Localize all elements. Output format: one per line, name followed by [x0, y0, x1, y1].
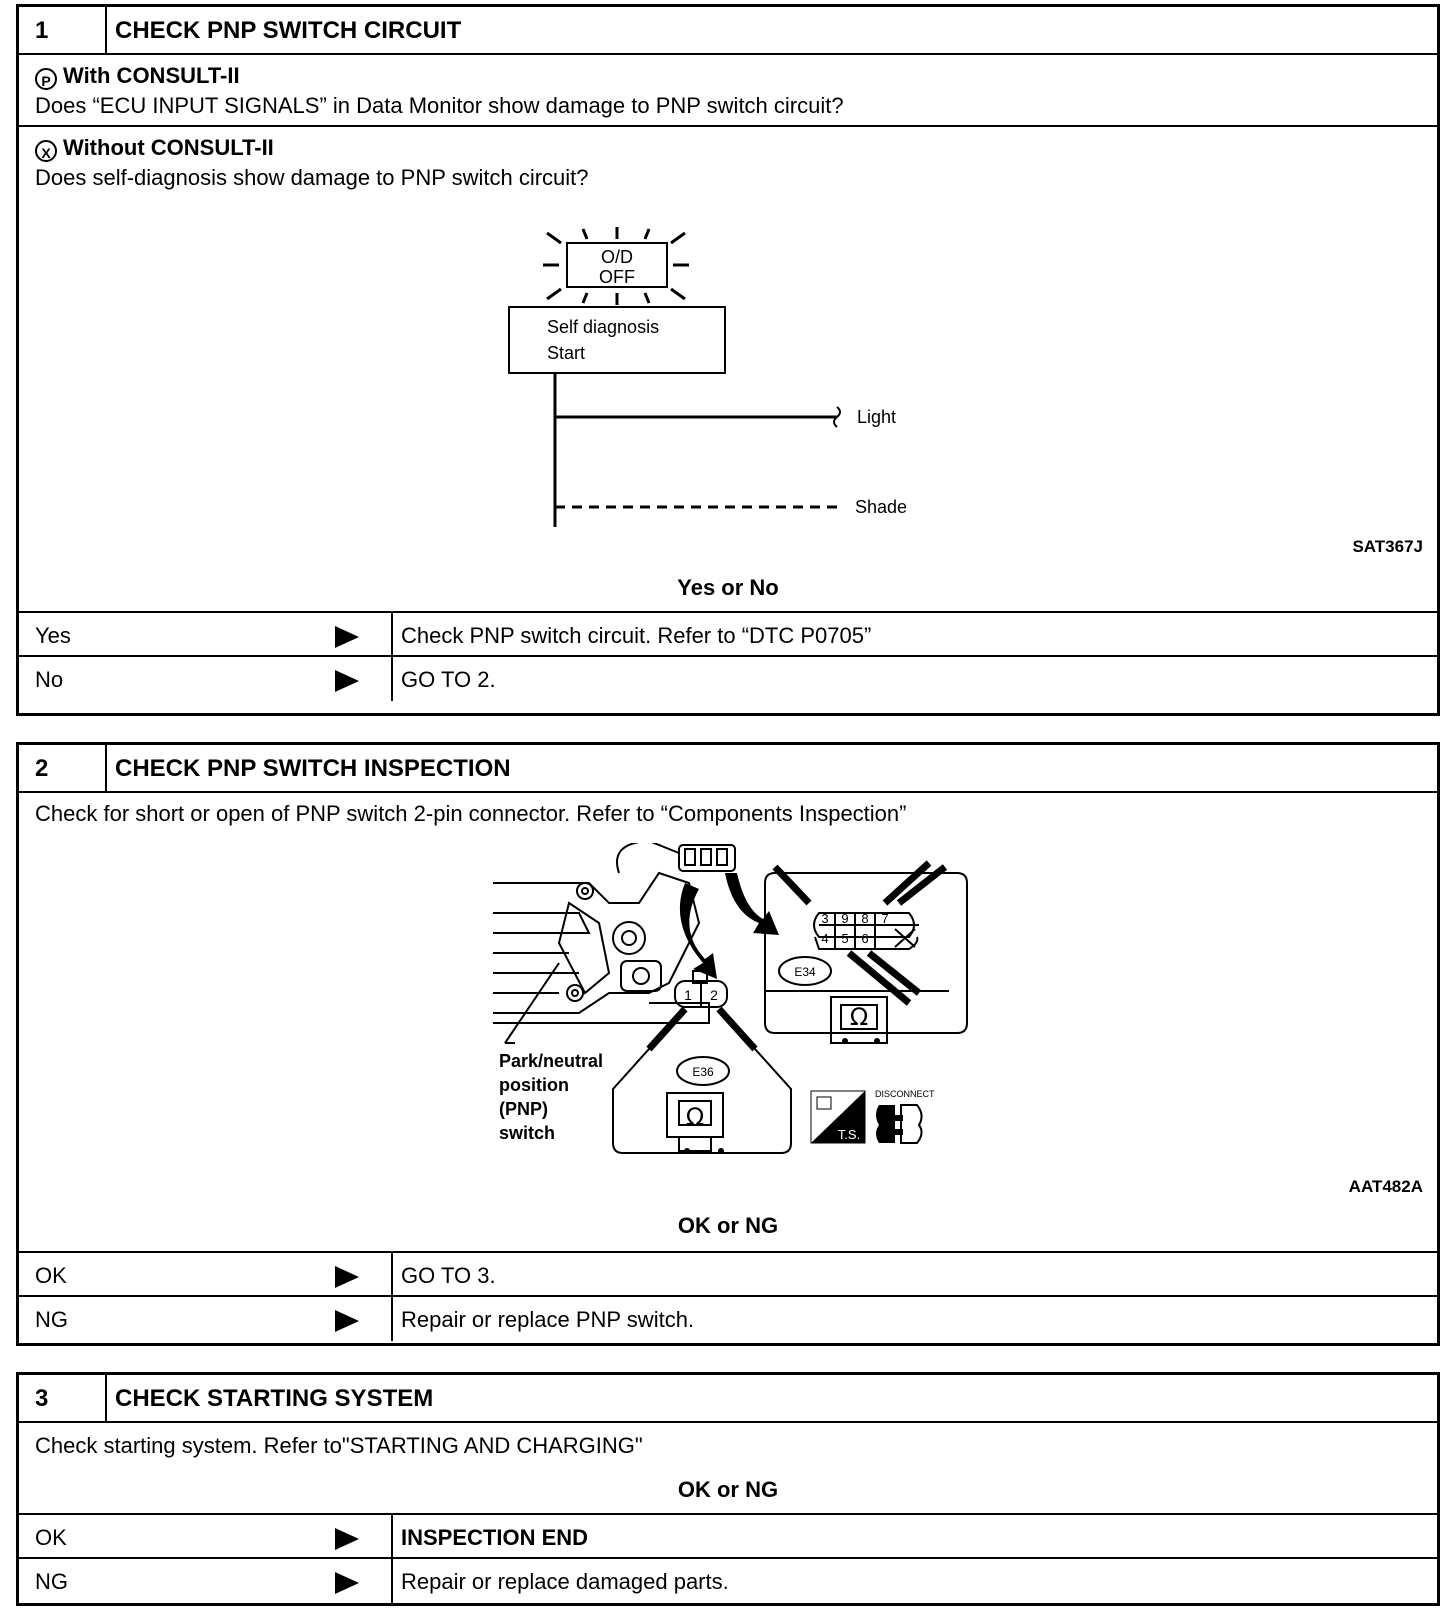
disconnect-label: DISCONNECT: [875, 1089, 935, 1099]
step-3-header: [19, 1375, 1437, 1423]
pin-label: 3: [821, 911, 829, 926]
result-row-ok: [19, 1515, 1437, 1559]
result-action: Repair or replace damaged parts.: [401, 1569, 729, 1594]
result-label: NG: [35, 1569, 68, 1594]
step-1-table: [16, 4, 1440, 716]
no-consult-icon: X: [35, 140, 57, 162]
step-number: 3: [19, 1375, 107, 1421]
arrow-right-icon: [335, 1310, 359, 1332]
callout-line: switch: [499, 1123, 556, 1143]
arrow-right-icon: [335, 626, 359, 648]
step-2-text: Check for short or open of PNP switch 2-pin connector. Refer to “Components Inspection”: [35, 801, 907, 826]
question-label: OK or NG: [677, 1477, 779, 1502]
result-label: NG: [35, 1307, 68, 1332]
arrow-right-icon: [335, 670, 359, 692]
callout-line: Park/neutral: [499, 1051, 604, 1071]
without-consult-text: Does self-diagnosis show damage to PNP switch circuit?: [35, 165, 589, 190]
pin-label: 5: [841, 931, 849, 946]
result-row-yes: [19, 613, 1437, 657]
pin-label: 8: [861, 911, 869, 926]
step-number: 2: [19, 745, 107, 791]
step-3-body: [19, 1423, 1437, 1515]
shade-label: Shade: [855, 497, 908, 517]
without-consult-heading: Without CONSULT-II: [63, 135, 274, 160]
result-row-ng: [19, 1297, 1437, 1341]
step-number: 1: [19, 7, 107, 53]
consult-icon: P: [35, 68, 57, 90]
figure-code: SAT367J: [1352, 537, 1423, 556]
result-row-ok: [19, 1253, 1437, 1297]
result-label: No: [35, 667, 64, 692]
ohm-icon: Ω: [685, 1103, 705, 1131]
step-1-header: [19, 7, 1437, 55]
ts-icon: [811, 1091, 865, 1143]
result-label: OK: [35, 1525, 67, 1550]
disconnect-connector-icon: [876, 1105, 922, 1143]
figure-code: AAT482A: [1348, 1177, 1423, 1196]
question-label: OK or NG: [677, 1213, 779, 1238]
pin-label: 9: [841, 911, 849, 926]
connector-e36-label: E36: [692, 1065, 714, 1079]
self-diagnosis-diagram: [499, 227, 959, 547]
result-action: Check PNP switch circuit. Refer to “DTC P0705”: [401, 623, 872, 648]
lamp-label-off: OFF: [599, 267, 635, 287]
curved-arrow-icon: [680, 883, 717, 979]
result-row-no: [19, 657, 1437, 701]
curved-arrow-icon: [725, 873, 779, 935]
callout-line: position: [499, 1075, 569, 1095]
step-2-table: [16, 742, 1440, 1346]
result-label: OK: [35, 1263, 67, 1288]
without-consult-section: [19, 127, 1437, 613]
arrow-right-icon: [335, 1266, 359, 1288]
pin-label: 1: [684, 987, 692, 1003]
step-title: CHECK STARTING SYSTEM: [115, 1385, 434, 1412]
with-consult-text: Does “ECU INPUT SIGNALS” in Data Monitor show damage to PNP switch circuit?: [35, 93, 844, 118]
box-label-self-diagnosis: Self diagnosis: [547, 317, 660, 337]
light-label: Light: [857, 407, 897, 427]
arrow-right-icon: [335, 1528, 359, 1550]
result-action: GO TO 2.: [401, 667, 496, 692]
pnp-switch-callout: [499, 1049, 603, 1145]
with-consult-section: [19, 55, 1437, 127]
callout-line: (PNP): [499, 1099, 548, 1119]
pin-label: 7: [881, 911, 889, 926]
result-action: GO TO 3.: [401, 1263, 496, 1288]
step-2-body: [19, 793, 1437, 1253]
arrow-right-icon: [335, 1572, 359, 1594]
step-title: CHECK PNP SWITCH CIRCUIT: [115, 17, 462, 44]
connector-e34-label: E34: [794, 965, 816, 979]
step-3-table: [16, 1372, 1440, 1606]
pin-label: 6: [861, 931, 869, 946]
step-3-text: Check starting system. Refer to"STARTING AND CHARGING": [35, 1433, 643, 1458]
pin-label: 2: [710, 987, 718, 1003]
with-consult-heading: With CONSULT-II: [63, 63, 240, 88]
result-action: Repair or replace PNP switch.: [401, 1307, 695, 1332]
result-label: Yes: [35, 623, 71, 648]
question-label: Yes or No: [677, 575, 779, 600]
step-title: CHECK PNP SWITCH INSPECTION: [115, 755, 511, 782]
transmission-drawing: [493, 843, 735, 1023]
pin-label: 4: [821, 931, 829, 946]
result-row-ng: [19, 1559, 1437, 1603]
svg-text:T.S.: T.S.: [837, 1127, 861, 1142]
step-2-header: [19, 745, 1437, 793]
ohm-icon: Ω: [849, 1003, 869, 1031]
lamp-label-od: O/D: [600, 247, 634, 267]
box-label-start: Start: [547, 343, 586, 363]
result-action: INSPECTION END: [401, 1525, 589, 1550]
